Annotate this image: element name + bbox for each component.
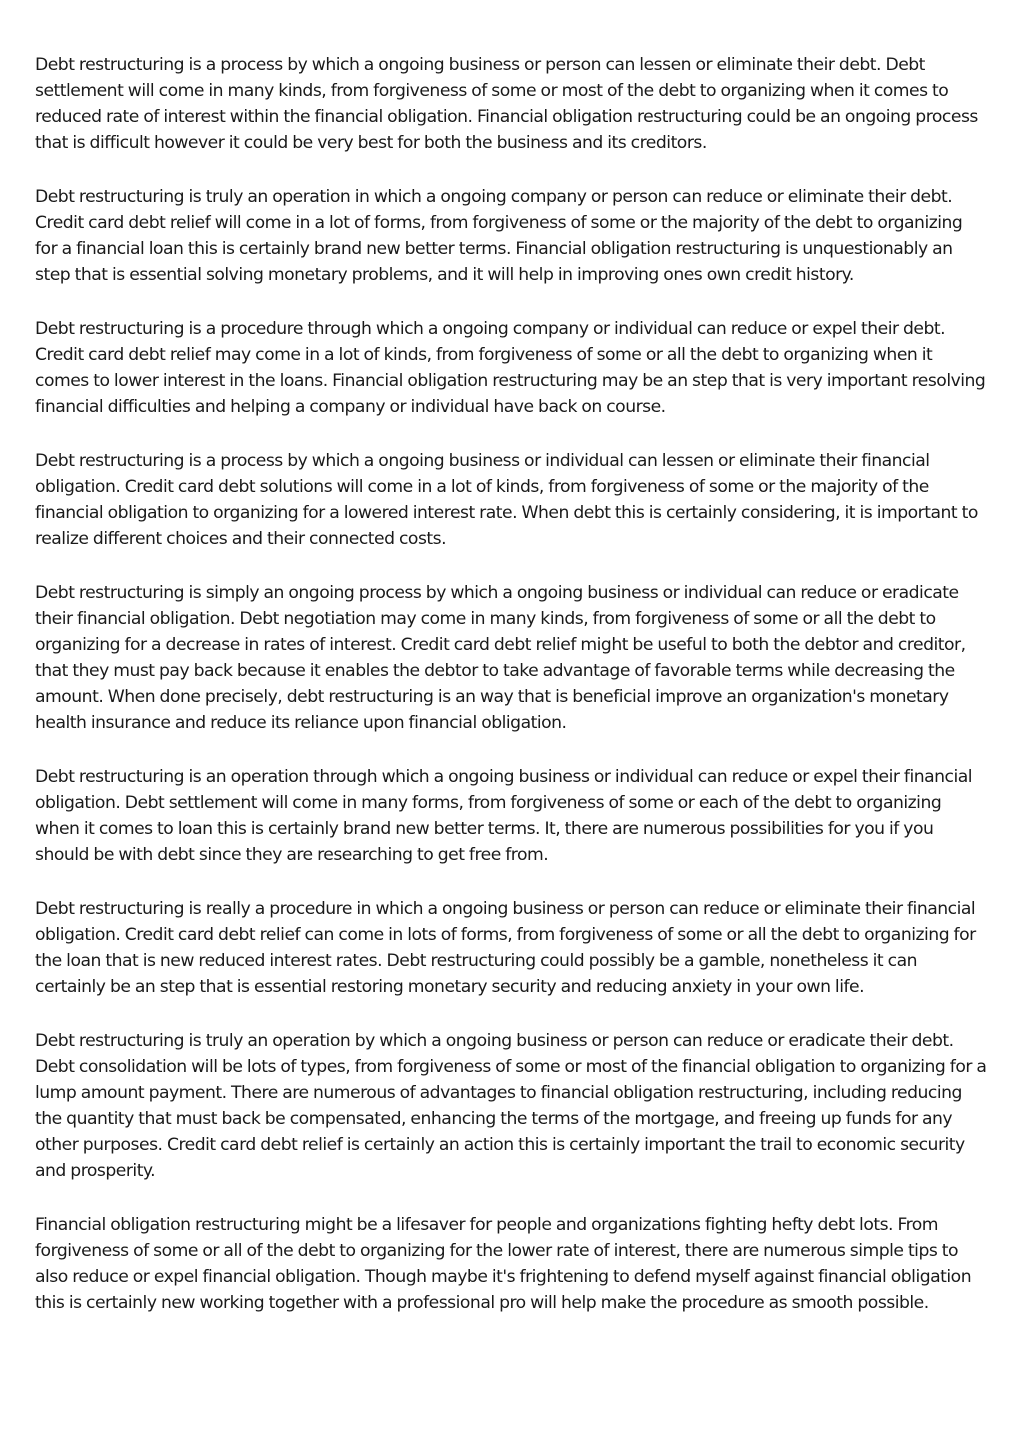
paragraph-6: Debt restructuring is an operation through which a ongoing business or individual can reduce or expel their financial obligation. Debt settlement will come in many forms, from forgiveness of some or each of the debt to organizing when it comes to loan this is certainly brand new better terms. It, there are numerous possibilities for you if you should be with debt since they are researching to get free from. [35, 767, 973, 865]
paragraph-9: Financial obligation restructuring might be a lifesaver for people and organizations fighting hefty debt lots. From forgiveness of some or all of the debt to organizing for the lower rate of interest, there are numerous simple tips to also reduce or expel financial obligation. Though maybe it's frightening to defend myself against financial obligation this is certainly new working together with a professional pro will help make the procedure as smooth possible. [35, 1215, 972, 1313]
paragraph-5: Debt restructuring is simply an ongoing process by which a ongoing business or individual can reduce or eradicate their financial obligation. Debt negotiation may come in many kinds, from forgiveness of some or all the debt to organizing for a decrease in rates of interest. Credit card debt relief might be useful to both the debtor and creditor, that they must pay back because it enables the debtor to take advantage of favorable terms while decreasing the amount. When done precisely, debt restructuring is an way that is beneficial improve an organization's monetary health insurance and reduce its reliance upon financial obligation. [35, 583, 966, 733]
paragraph-3: Debt restructuring is a procedure through which a ongoing company or individual can reduce or expel their debt. Credit card debt relief may come in a lot of kinds, from forgiveness of some or all the debt to organizing when it comes to lower interest in the loans. Financial obligation restructuring may be an step that is very important resolving financial difficulties and helping a company or individual have back on course. [35, 319, 986, 417]
paragraph-7: Debt restructuring is really a procedure in which a ongoing business or person can reduce or eliminate their financial obligation. Credit card debt relief can come in lots of forms, from forgiveness of some or all the debt to organizing for the loan that is new reduced interest rates. Debt restructuring could possibly be a gamble, nonetheless it can certainly be an step that is essential restoring monetary security and reducing anxiety in your own life. [35, 899, 976, 997]
paragraph-1: Debt restructuring is a process by which a ongoing business or person can lessen or eliminate their debt. Debt settlement will come in many kinds, from forgiveness of some or most of the debt to organizing when it comes to reduced rate of interest within the financial obligation. Financial obligation restructuring could be an ongoing process that is difficult however it could be very best for both the business and its creditors. [35, 55, 978, 153]
paragraph-4: Debt restructuring is a process by which a ongoing business or individual can lessen or eliminate their financial obligation. Credit card debt solutions will come in a lot of kinds, from forgiveness of some or the majority of the financial obligation to organizing for a lowered interest rate. When debt this is certainly considering, it is important to realize different choices and their connected costs. [35, 451, 978, 549]
paragraph-2: Debt restructuring is truly an operation in which a ongoing company or person can reduce or eliminate their debt. Credit card debt relief will come in a lot of forms, from forgiveness of some or the majority of the debt to organizing for a financial loan this is certainly brand new better terms. Financial obligation restructuring is unquestionably an step that is essential solving monetary problems, and it will help in improving ones own credit history. [35, 187, 963, 285]
paragraph-8: Debt restructuring is truly an operation by which a ongoing business or person can reduce or eradicate their debt. Debt consolidation will be lots of types, from forgiveness of some or most of the financial obligation to organizing for a lump amount payment. There are numerous of advantages to financial obligation restructuring, including reducing the quantity that must back be compensated, enhancing the terms of the mortgage, and freeing up funds for any other purposes. Credit card debt relief is certainly an action this is certainly important the trail to economic security and prosperity. [35, 1031, 987, 1181]
